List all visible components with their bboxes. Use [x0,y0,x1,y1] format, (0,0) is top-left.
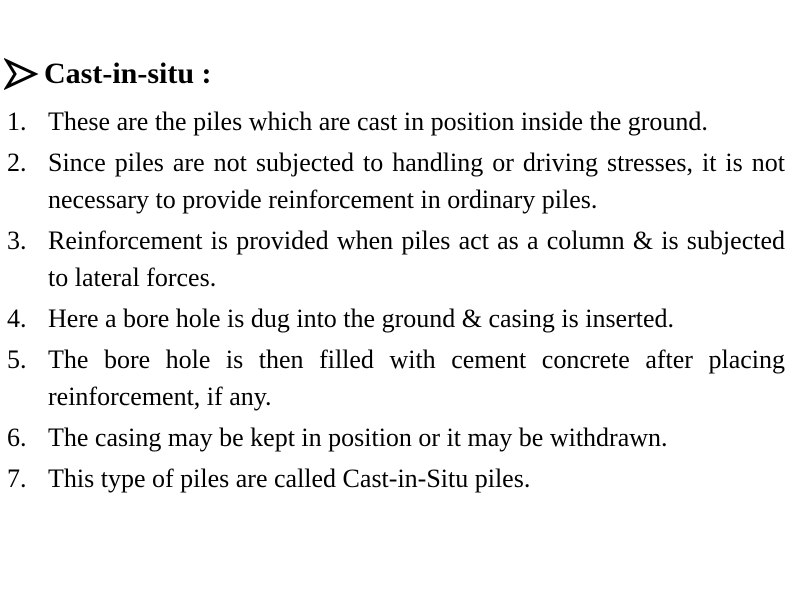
item-number: 6. [7,423,27,452]
list-item [7,222,785,296]
list-item [7,419,785,456]
item-number: 7. [7,464,27,493]
item-text: Here a bore hole is dug into the ground & casing is inserted. [48,304,675,333]
heading-text: Cast-in-situ : [44,57,212,90]
item-text: These are the piles which are cast in position inside the ground. [48,107,708,136]
list-item [7,144,785,218]
item-text: The casing may be kept in position or it may be withdrawn. [48,423,668,452]
item-number: 2. [7,148,27,177]
item-text: This type of piles are called Cast-in-Situ piles. [48,464,531,493]
list-item [7,103,785,140]
item-number: 4. [7,304,27,333]
list-item [7,460,785,497]
item-text: Reinforcement is provided when piles act as a column & is subjected to lateral forces. [48,226,785,292]
list-item [7,300,785,337]
item-number: 3. [7,226,27,255]
arrow-bullet-icon [4,54,44,94]
item-text: The bore hole is then filled with cement concrete after placing reinforcement, if any. [48,345,785,411]
slide-heading [4,54,212,94]
item-number: 1. [7,107,27,136]
item-text: Since piles are not subjected to handling or driving stresses, it is not necessary to provide reinforcement in ordinary piles. [48,148,785,214]
points-list [7,103,785,501]
list-item [7,341,785,415]
item-number: 5. [7,345,27,374]
